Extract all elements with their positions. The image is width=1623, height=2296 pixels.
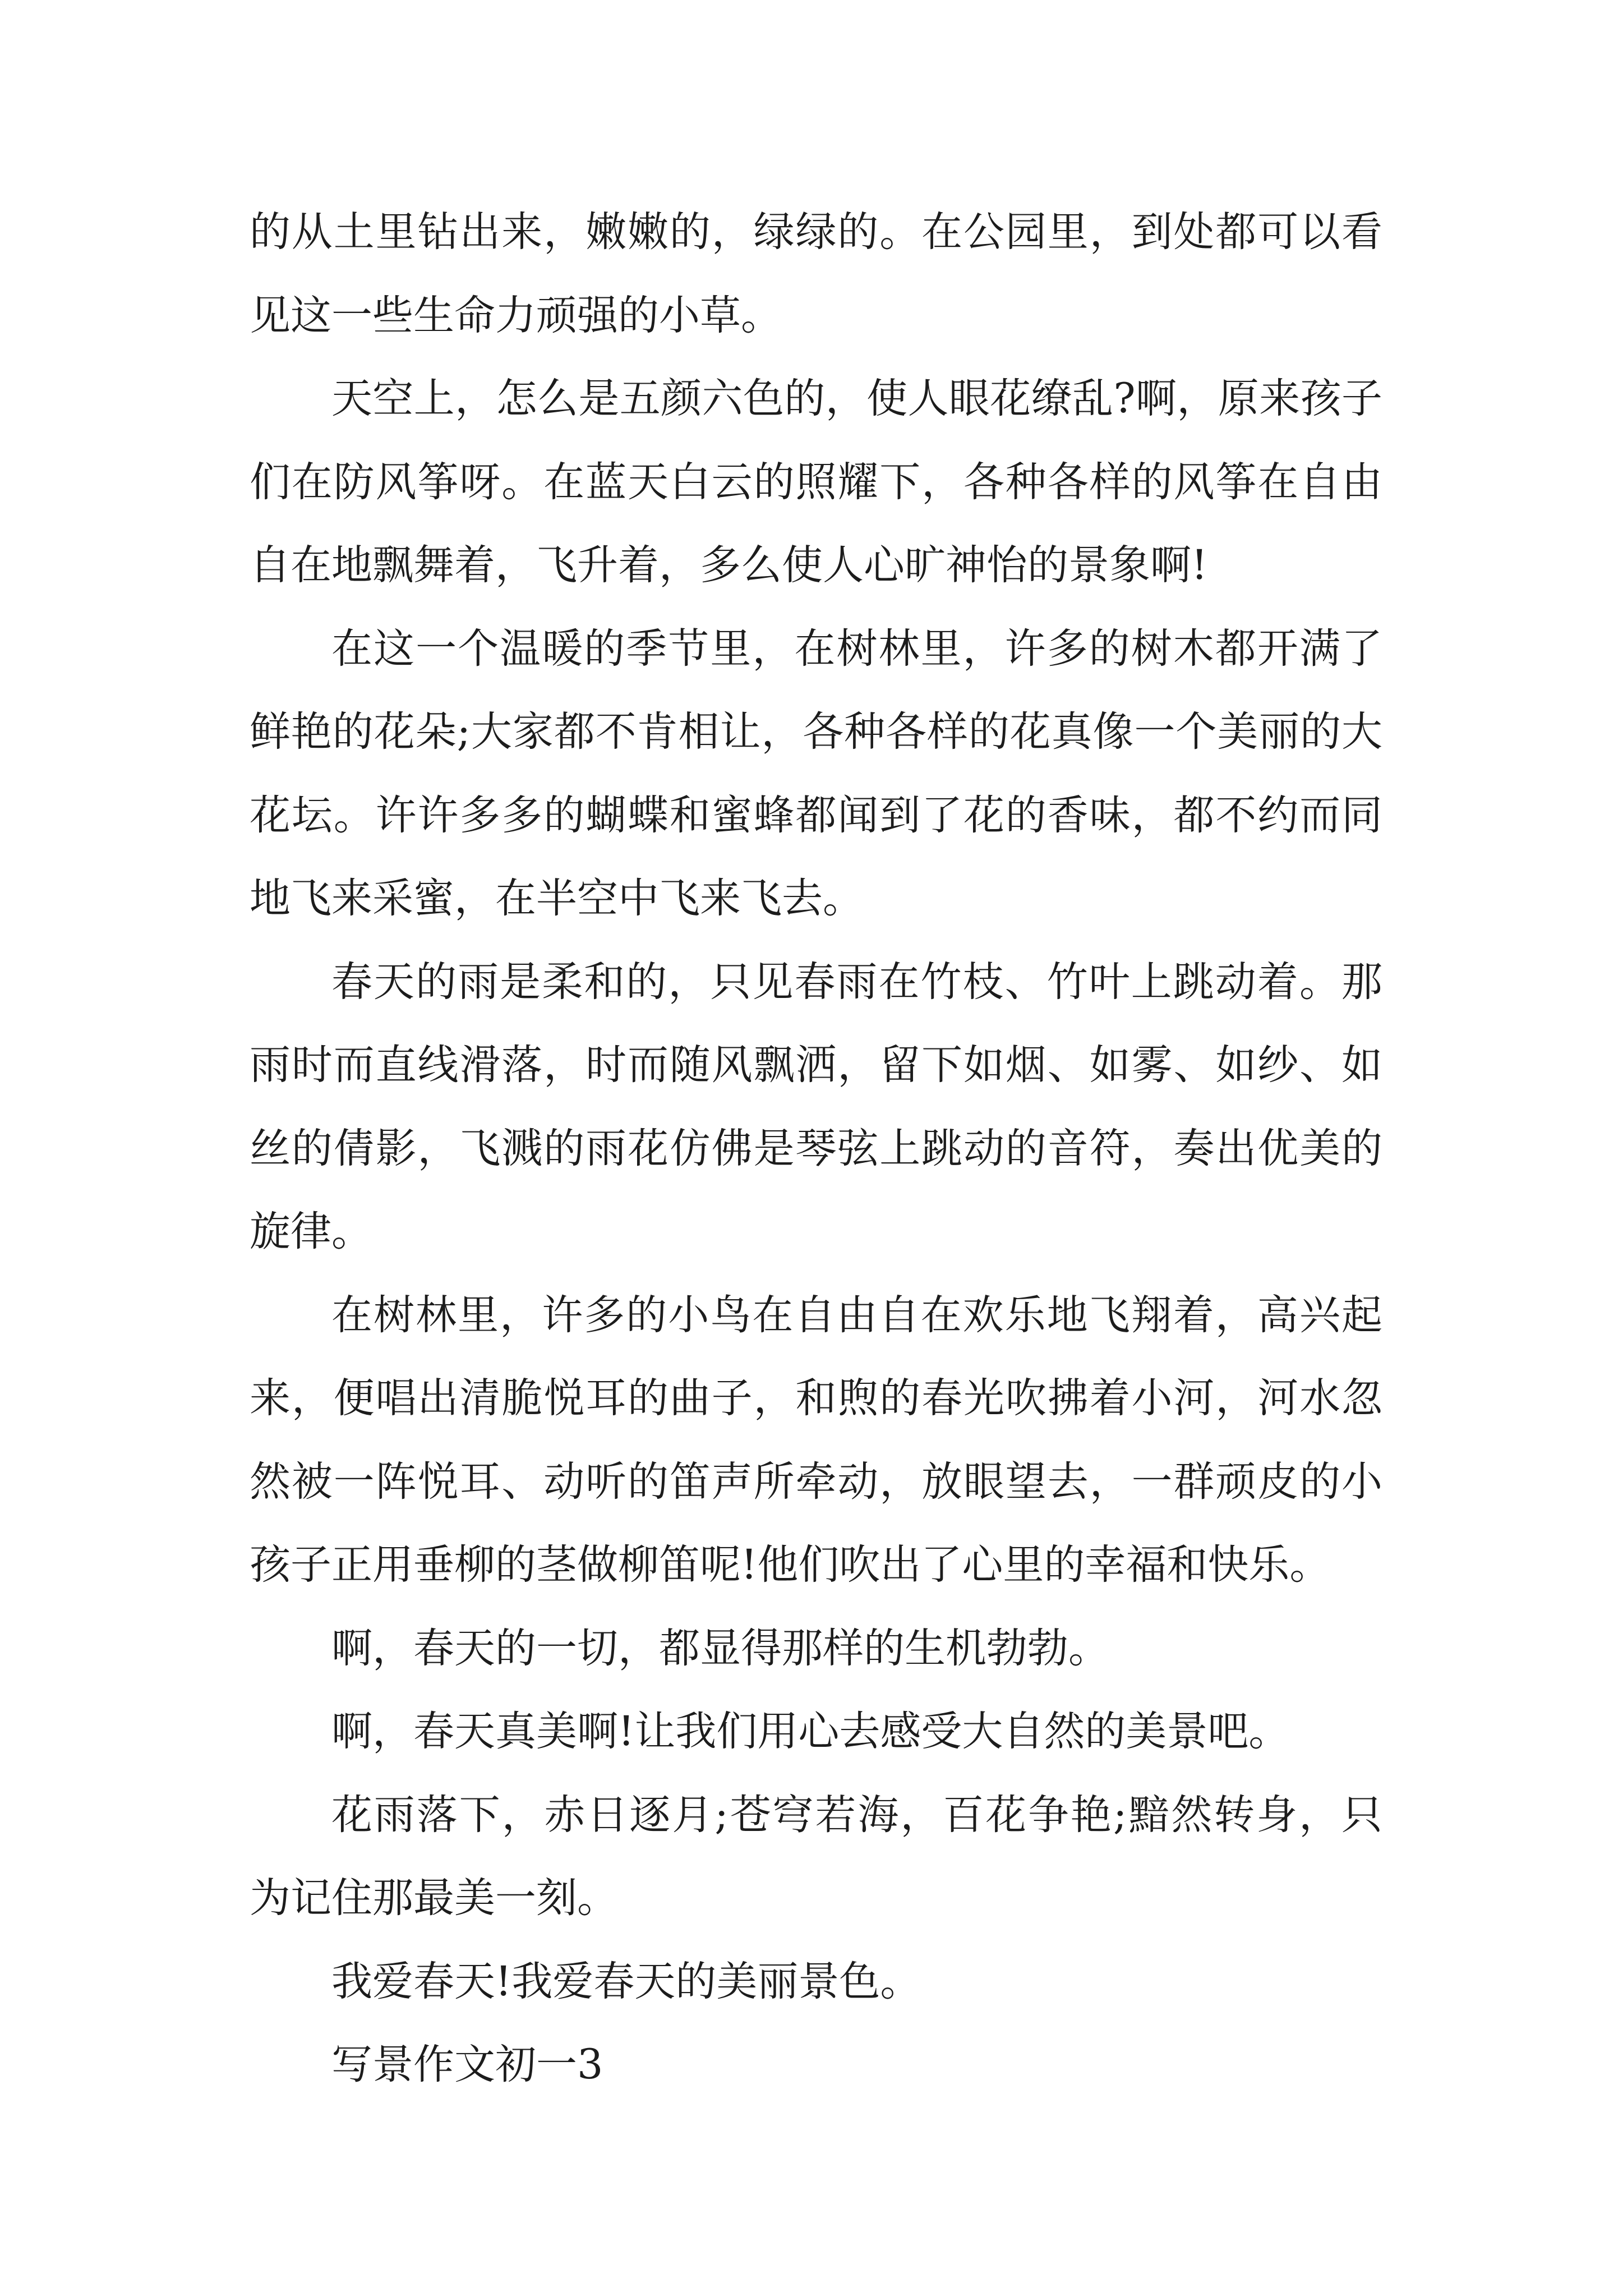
- paragraph: 春天的雨是柔和的，只见春雨在竹枝、竹叶上跳动着。那雨时而直线滑落，时而随风飘洒，留下如烟、如雾、如纱、如丝的倩影，飞溅的雨花仿佛是琴弦上跳动的音符，奏出优美的旋律。: [250, 958, 1382, 1255]
- essay-body: [250, 191, 1382, 2107]
- paragraph: 啊，春天的一切，都显得那样的生机勃勃。: [331, 1624, 1109, 1672]
- section-heading: 写景作文初一3: [331, 2041, 603, 2088]
- paragraph: 在这一个温暖的季节里，在树林里，许多的树木都开满了鲜艳的花朵;大家都不肯相让，各种各样的花真像一个美丽的大花坛。许许多多的蝴蝶和蜜蜂都闻到了花的香味，都不约而同地飞来采蜜，在半空中飞来飞去。: [250, 624, 1382, 922]
- paragraph: 的从土里钻出来，嫩嫩的，绿绿的。在公园里，到处都可以看见这一些生命力顽强的小草。: [250, 208, 1382, 339]
- paragraph: 我爱春天!我爱春天的美丽景色。: [331, 1957, 921, 2005]
- paragraph: 花雨落下，赤日逐月;苍穹若海，百花争艳;黯然转身，只为记住那最美一刻。: [250, 1791, 1382, 1922]
- paragraph: 在树林里，许多的小鸟在自由自在欢乐地飞翔着，高兴起来，便唱出清脆悦耳的曲子，和煦的春光吹拂着小河，河水忽然被一阵悦耳、动听的笛声所牵动，放眼望去，一群顽皮的小孩子正用垂柳的茎做柳笛呢!他们吹出了心里的幸福和快乐。: [250, 1291, 1382, 1589]
- paragraph: 啊，春天真美啊!让我们用心去感受大自然的美景吧。: [331, 1708, 1290, 1755]
- paragraph: 天空上，怎么是五颜六色的，使人眼花缭乱?啊，原来孩子们在防风筝呀。在蓝天白云的照耀下，各种各样的风筝在自由自在地飘舞着，飞升着，多么使人心旷神怡的景象啊!: [250, 375, 1382, 589]
